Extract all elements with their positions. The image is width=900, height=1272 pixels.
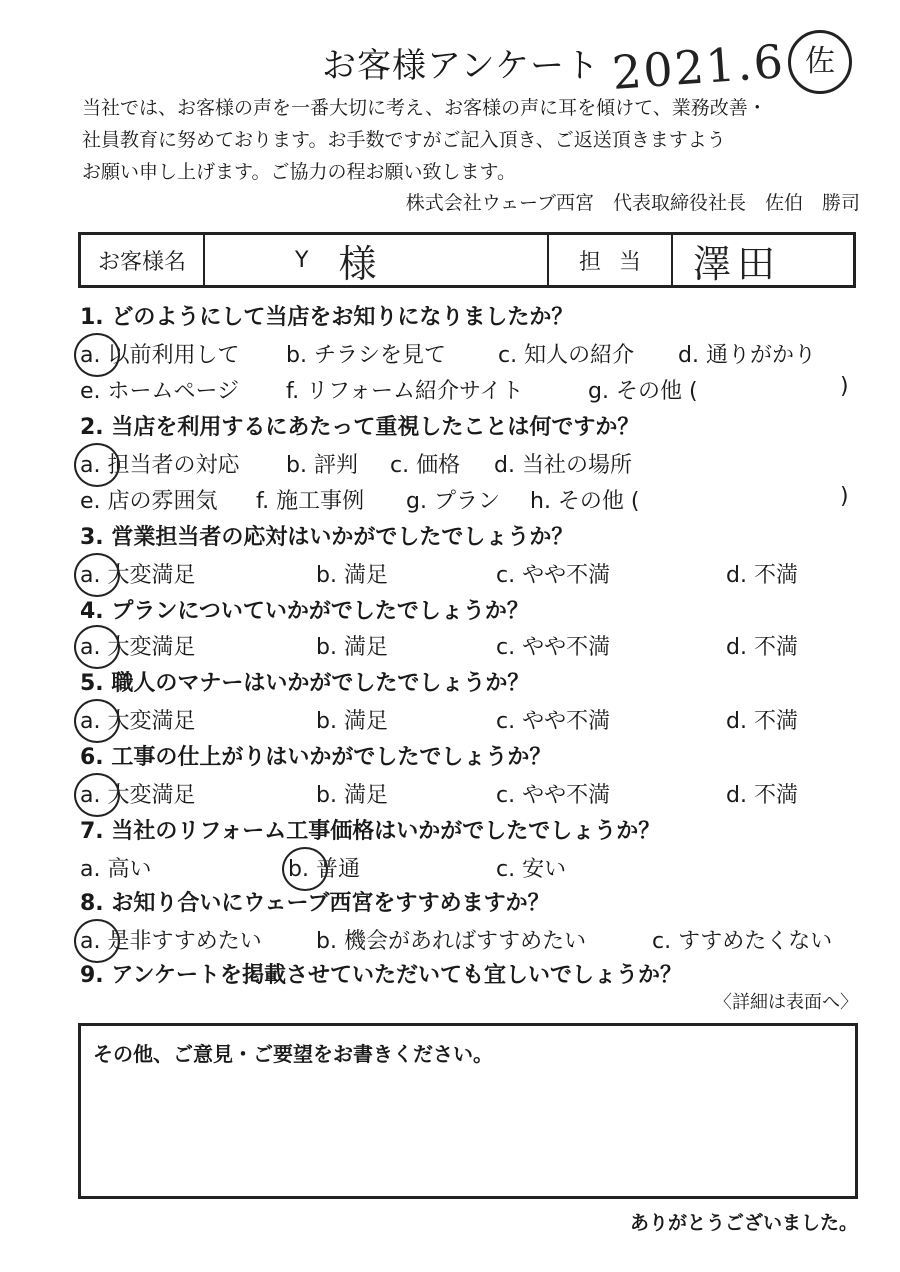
page-title: お客様アンケート: [322, 46, 600, 86]
customer-name-value: Y: [295, 247, 309, 273]
option-5b[interactable]: b. 満足: [316, 709, 388, 734]
answer-row: [78, 374, 858, 408]
answer-row: [78, 852, 858, 886]
comment-box[interactable]: [78, 1023, 858, 1199]
option-4c[interactable]: c. やや不満: [496, 635, 611, 660]
option-4d[interactable]: d. 不満: [726, 635, 798, 660]
option-1e[interactable]: e. ホームページ: [80, 379, 240, 404]
question-1: 1. どのようにして当店をお知りになりましたか？: [80, 305, 574, 330]
question-8: 8. お知り合いにウェーブ西宮をすすめますか？: [80, 891, 550, 916]
intro-text: [82, 92, 862, 188]
option-1f[interactable]: f. リフォーム紹介サイト: [286, 379, 524, 404]
answer-row: [78, 338, 858, 372]
answer-row: [78, 778, 858, 812]
handwritten-stamp: 佐: [788, 30, 852, 94]
customer-info-table: [78, 232, 856, 288]
option-1a[interactable]: a. 以前利用して: [80, 338, 239, 369]
option-7a[interactable]: a. 高い: [80, 857, 152, 882]
option-7b[interactable]: b. 普通: [288, 852, 360, 883]
selected-circle-mark: [74, 625, 120, 669]
question-4: 4. プランについていかがでしたでしょうか？: [80, 599, 529, 624]
handwritten-date: 2021.6: [610, 34, 787, 100]
staff-name-field[interactable]: 澤田: [693, 241, 782, 286]
customer-suffix: 様: [338, 241, 377, 286]
option-6a[interactable]: a. 大変満足: [80, 778, 195, 809]
option-2b[interactable]: b. 評判: [286, 453, 358, 478]
paren-close: ): [840, 374, 849, 399]
option-3a[interactable]: a. 大変満足: [80, 558, 195, 589]
option-8c[interactable]: c. すすめたくない: [652, 929, 833, 954]
selected-circle-mark: [74, 699, 120, 743]
answer-row: [78, 484, 858, 518]
option-1g[interactable]: g. その他 (: [588, 379, 698, 404]
option-1c[interactable]: c. 知人の紹介: [498, 343, 635, 368]
selected-circle-mark: [74, 333, 120, 377]
option-4a[interactable]: a. 大変満足: [80, 630, 195, 661]
customer-name-field[interactable]: [205, 235, 549, 285]
customer-name-label: お客様名: [81, 235, 205, 285]
option-7c[interactable]: c. 安い: [496, 857, 567, 882]
option-2e[interactable]: e. 店の雰囲気: [80, 489, 218, 514]
option-2h[interactable]: h. その他 (: [530, 489, 640, 514]
option-2c[interactable]: c. 価格: [390, 453, 461, 478]
detail-note: 〈詳細は表面へ〉: [714, 992, 858, 1013]
selected-circle-mark: [282, 847, 328, 891]
intro-line: 社員教育に努めております。お手数ですがご記入頂き、ご返送頂きますよう: [82, 129, 726, 151]
comment-label: その他、ご意見・ご要望をお書きください。: [93, 1042, 493, 1066]
selected-circle-mark: [74, 443, 120, 487]
company-signature: 株式会社ウェーブ西宮 代表取締役社長 佐伯 勝司: [405, 192, 860, 214]
option-3c[interactable]: c. やや不満: [496, 563, 611, 588]
option-2d[interactable]: d. 当社の場所: [494, 453, 632, 478]
option-3d[interactable]: d. 不満: [726, 563, 798, 588]
question-6: 6. 工事の仕上がりはいかがでしたでしょうか？: [80, 745, 552, 770]
selected-circle-mark: [74, 553, 120, 597]
intro-line: お願い申し上げます。ご協力の程お願い致します。: [82, 161, 516, 183]
answer-row: [78, 630, 858, 664]
answer-row: [78, 558, 858, 592]
option-5d[interactable]: d. 不満: [726, 709, 798, 734]
option-6c[interactable]: c. やや不満: [496, 783, 611, 808]
question-3: 3. 営業担当者の応対はいかがでしたでしょうか？: [80, 525, 574, 550]
selected-circle-mark: [74, 773, 120, 817]
option-4b[interactable]: b. 満足: [316, 635, 388, 660]
option-6d[interactable]: d. 不満: [726, 783, 798, 808]
answer-row: [78, 448, 858, 482]
question-7: 7. 当社のリフォーム工事価格はいかがでしたでしょうか？: [80, 819, 661, 844]
option-1d[interactable]: d. 通りがかり: [678, 343, 816, 368]
option-5c[interactable]: c. やや不満: [496, 709, 611, 734]
thanks-text: ありがとうございました。: [629, 1212, 858, 1234]
question-9: 9. アンケートを掲載させていただいても宜しいでしょうか？: [80, 963, 683, 988]
question-2: 2. 当店を利用するにあたって重視したことは何ですか？: [80, 415, 640, 440]
selected-circle-mark: [74, 919, 120, 963]
option-3b[interactable]: b. 満足: [316, 563, 388, 588]
option-1b[interactable]: b. チラシを見て: [286, 343, 446, 368]
question-5: 5. 職人のマナーはいかがでしたでしょうか？: [80, 671, 530, 696]
option-2a[interactable]: a. 担当者の対応: [80, 448, 239, 479]
answer-row: [78, 924, 858, 958]
paren-close: ): [840, 484, 849, 509]
intro-line: 当社では、お客様の声を一番大切に考え、お客様の声に耳を傾けて、業務改善・: [82, 97, 767, 119]
option-6b[interactable]: b. 満足: [316, 783, 388, 808]
option-2g[interactable]: g. プラン: [406, 489, 500, 514]
option-2f[interactable]: f. 施工事例: [256, 489, 365, 514]
answer-row: [78, 704, 858, 738]
option-5a[interactable]: a. 大変満足: [80, 704, 195, 735]
staff-label: 担当: [549, 235, 673, 285]
option-8b[interactable]: b. 機会があればすすめたい: [316, 929, 587, 954]
option-8a[interactable]: a. 是非すすめたい: [80, 924, 262, 955]
